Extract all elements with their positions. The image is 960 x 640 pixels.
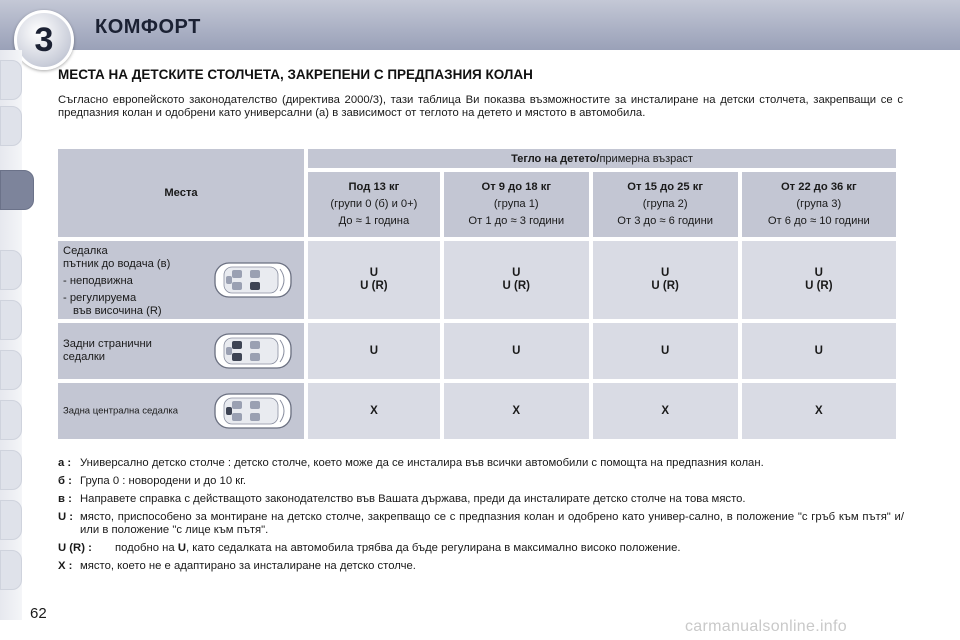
legend-text-part: , като седалката на автомобила трябва да бъде регулирана в максимално високо положение. bbox=[186, 542, 681, 554]
chapter-title: КОМФОРТ bbox=[95, 16, 201, 38]
value-cell: X bbox=[742, 383, 896, 439]
side-tab[interactable] bbox=[0, 550, 22, 590]
value-cell bbox=[742, 241, 896, 319]
legend bbox=[58, 457, 904, 578]
seat-line: Задни странични bbox=[63, 338, 152, 350]
value-line: U bbox=[814, 267, 823, 279]
seat-line: във височина (R) bbox=[73, 305, 162, 317]
side-tab-strip bbox=[0, 50, 22, 620]
child-seat-table bbox=[54, 145, 900, 443]
value-cell: X bbox=[444, 383, 589, 439]
group-label: (група 3) bbox=[796, 198, 842, 211]
value-cell: U bbox=[444, 323, 589, 379]
legend-text-bold: U bbox=[177, 542, 186, 554]
value-cell bbox=[593, 241, 738, 319]
seat-line: Седалка bbox=[63, 245, 108, 257]
legend-key: U (R) : bbox=[58, 542, 92, 554]
seat-description bbox=[63, 245, 170, 318]
group-title: От 9 до 18 кг bbox=[481, 181, 551, 194]
legend-key: в : bbox=[58, 493, 72, 505]
legend-item bbox=[58, 457, 904, 470]
watermark: carmanualsonline.info bbox=[685, 618, 847, 635]
side-tab[interactable] bbox=[0, 400, 22, 440]
table-row bbox=[58, 323, 896, 379]
group-label: (група 2) bbox=[642, 198, 688, 211]
car-front-seat-icon bbox=[214, 260, 292, 300]
legend-text: място, което не е адаптирано за инсталиране на детско столче. bbox=[80, 560, 416, 572]
legend-key: б : bbox=[58, 475, 72, 487]
weight-header-bold: Тегло на детето/ bbox=[511, 152, 600, 165]
legend-item bbox=[58, 511, 904, 537]
legend-text: Универсално детско столче : детско столче, което може да се инсталира във всички автомобили с помощта на предпазния колан. bbox=[80, 457, 764, 469]
group-header bbox=[308, 172, 440, 237]
table-row bbox=[58, 241, 896, 319]
group-header bbox=[444, 172, 589, 237]
value-line: U bbox=[661, 267, 670, 279]
group-age: От 3 до ≈ 6 години bbox=[617, 215, 714, 228]
seat-description: Задна централна седалка bbox=[63, 405, 179, 417]
value-cell: U bbox=[308, 323, 440, 379]
side-tab[interactable] bbox=[0, 60, 22, 100]
group-title: От 22 до 36 кг bbox=[780, 181, 857, 194]
seat-line: - неподвижна bbox=[63, 275, 133, 287]
legend-key: X : bbox=[58, 560, 73, 572]
weight-header bbox=[308, 149, 896, 168]
group-header bbox=[593, 172, 738, 237]
seat-line: седалки bbox=[63, 351, 105, 363]
group-title: От 15 до 25 кг bbox=[627, 181, 703, 194]
legend-item bbox=[58, 560, 904, 573]
group-age: До ≈ 1 година bbox=[338, 215, 410, 228]
legend-text: място, приспособено за монтиране на детско столче, закрепващо се с предпазния колан и одобрено като универ-сално, в положение "с гръб към пътя" и/или в положение "с лице към пътя". bbox=[80, 511, 904, 536]
group-label: (група 1) bbox=[493, 198, 539, 211]
side-tab-active[interactable] bbox=[0, 170, 34, 210]
table-row bbox=[58, 383, 896, 439]
group-label: (групи 0 (б) и 0+) bbox=[330, 198, 418, 211]
side-tab[interactable] bbox=[0, 350, 22, 390]
value-line: U (R) bbox=[360, 280, 388, 292]
group-title: Под 13 кг bbox=[348, 181, 400, 194]
legend-key: U : bbox=[58, 511, 74, 523]
seat-line: пътник до водача (в) bbox=[63, 258, 171, 270]
value-line: U bbox=[512, 267, 521, 279]
group-age: От 6 до ≈ 10 години bbox=[767, 215, 870, 228]
intro-paragraph: Съгласно европейското законодателство (директива 2000/3), тази таблица Ви показва възможностите за инсталиране на детски столчета, закрепващи се с предпазния колан и одобрени като универсални (а) в зависимост от теглото на детето и мястото в автомобила. bbox=[58, 94, 903, 119]
car-rear-side-seats-icon bbox=[214, 331, 292, 371]
value-line: U (R) bbox=[651, 280, 679, 292]
section-title: МЕСТА НА ДЕТСКИТЕ СТОЛЧЕТА, ЗАКРЕПЕНИ С ПРЕДПАЗНИЯ КОЛАН bbox=[58, 67, 533, 82]
legend-text bbox=[115, 542, 904, 555]
legend-text-part: подобно на bbox=[115, 542, 178, 554]
seat-cell-front-passenger bbox=[58, 241, 304, 319]
value-cell bbox=[444, 241, 589, 319]
page-number: 62 bbox=[30, 605, 47, 622]
legend-item bbox=[58, 542, 904, 555]
side-tab[interactable] bbox=[0, 300, 22, 340]
chapter-badge bbox=[14, 10, 74, 70]
seat-description bbox=[63, 338, 152, 364]
side-tab[interactable] bbox=[0, 250, 22, 290]
seat-line: - регулируема bbox=[63, 292, 137, 304]
side-tab[interactable] bbox=[0, 500, 22, 540]
chapter-number: 3 bbox=[34, 20, 54, 59]
value-cell: U bbox=[593, 323, 738, 379]
value-line: U bbox=[369, 267, 379, 279]
legend-item bbox=[58, 475, 904, 488]
places-header: Места bbox=[58, 149, 304, 237]
legend-key: а : bbox=[58, 457, 72, 469]
group-age: От 1 до ≈ 3 години bbox=[468, 215, 565, 228]
car-rear-center-seat-icon bbox=[214, 391, 292, 431]
legend-text: Група 0 : новородени и до 10 кг. bbox=[80, 475, 247, 487]
value-cell: X bbox=[593, 383, 738, 439]
legend-text: Направете справка с действащото законодателство във Вашата държава, преди да инсталирате детско столче на това място. bbox=[80, 493, 746, 505]
value-cell bbox=[308, 241, 440, 319]
weight-header-normal: примерна възраст bbox=[599, 152, 693, 165]
seat-cell-rear-center bbox=[58, 383, 304, 439]
seat-cell-rear-side bbox=[58, 323, 304, 379]
legend-item bbox=[58, 493, 904, 506]
value-cell: X bbox=[308, 383, 440, 439]
side-tab[interactable] bbox=[0, 106, 22, 146]
side-tab[interactable] bbox=[0, 450, 22, 490]
value-line: U (R) bbox=[805, 280, 833, 292]
value-cell: U bbox=[742, 323, 896, 379]
group-header bbox=[742, 172, 896, 237]
value-line: U (R) bbox=[502, 280, 530, 292]
